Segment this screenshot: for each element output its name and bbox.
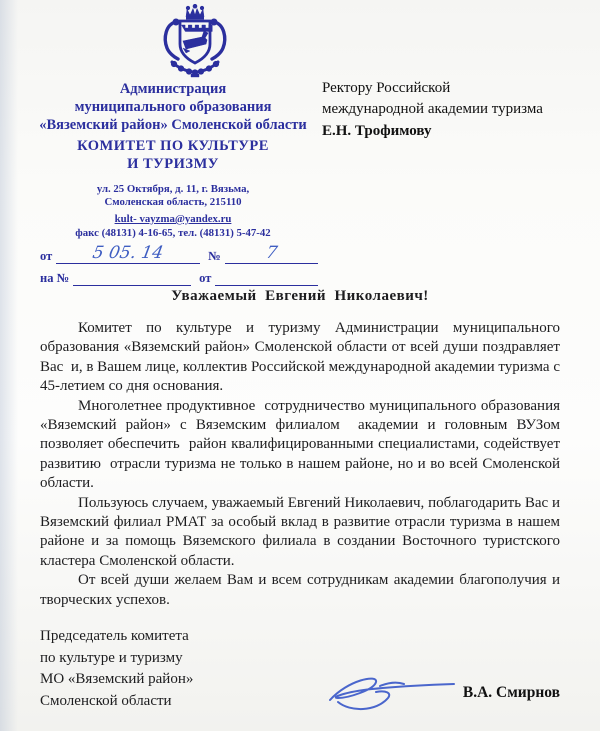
outgoing-date-blank <box>56 243 200 264</box>
signature-block <box>40 626 560 726</box>
addressee-name: Е.Н. Трофимову <box>322 123 432 139</box>
contact-block <box>28 183 318 240</box>
outgoing-number-blank <box>225 243 318 264</box>
letterhead-header <box>0 0 600 285</box>
number-label: № <box>208 249 221 263</box>
committee-name-line: И ТУРИЗМУ <box>127 156 219 172</box>
street-address: ул. 25 Октября, д. 11, г. Вязьма, <box>96 183 250 195</box>
salutation: Уважаемый Евгений Николаевич! <box>171 288 429 304</box>
letter-body <box>0 288 600 610</box>
fax-phone-line: факс (48131) 4-16-65, тел. (48131) 5-47-42 <box>75 227 271 239</box>
reference-lines <box>28 243 318 286</box>
org-name-line: Администрация <box>119 81 227 97</box>
org-name-line: «Вяземский район» Смоленской области <box>39 117 307 133</box>
incoming-ref-row <box>40 270 318 286</box>
committee-name <box>28 137 318 173</box>
handwritten-date: 5 05. 14 <box>91 243 166 263</box>
addressee-line: международной академии туризма <box>322 101 543 117</box>
outgoing-ref-row <box>40 243 318 264</box>
signer-name: В.А. Смирнов <box>462 684 560 702</box>
incoming-date-blank <box>215 270 318 286</box>
reply-to-number-label: на № <box>40 271 70 285</box>
signer-title-line: Председатель комитета <box>40 628 189 645</box>
reply-from-label: от <box>199 271 212 285</box>
body-paragraph: Многолетнее продуктивное сотрудничество муниципального образования «Вяземский район» с Вяземским филиалом академии и головным ВУЗом позволяет обеспечить район квалифицированными специалистами, содействует развитию отрасли туризма не только в нашем районе, но и во всей Смоленской области. <box>40 397 564 492</box>
signer-title-line: по культуре и туризму <box>40 649 183 666</box>
region-postcode: Смоленская область, 215110 <box>104 196 242 208</box>
handwritten-number: 7 <box>264 243 279 263</box>
addressee-line: Ректору Российской <box>322 80 451 96</box>
org-name-line: муниципального образования <box>74 99 272 115</box>
body-paragraph: Комитет по культуре и туризму Администрации муниципального образования «Вяземский район» Смоленской области от всей души поздравляет Вас и, в Вашем лице, коллектив Российской международной академии туризма с 45-летием со дня основания. <box>40 320 568 395</box>
signer-title-line: МО «Вяземский район» <box>40 671 194 688</box>
handwritten-signature-icon <box>320 672 465 718</box>
body-paragraph: От всей души желаем Вам и всем сотрудникам академии благополучия и творческих успехов. <box>40 572 564 608</box>
body-paragraph: Пользуюсь случаем, уважаемый Евгений Николаевич, поблагодарить Вас и Вяземский филиал РМАТ за особый вклад в развитие отрасли туризма в нашем районе и за помощь Вяземского филиала в создании Восточного туристского кластера Смоленской области. <box>40 494 564 569</box>
addressee-block <box>322 78 584 142</box>
coat-of-arms-icon <box>150 4 240 80</box>
committee-name-line: КОМИТЕТ ПО КУЛЬТУРЕ <box>77 138 269 154</box>
email-address: kult- vayzma@yandex.ru <box>114 213 232 225</box>
letterhead-org-block <box>28 80 318 286</box>
signer-title-line: Смоленской области <box>40 692 172 709</box>
from-label: от <box>40 249 53 263</box>
incoming-number-blank <box>73 270 191 286</box>
